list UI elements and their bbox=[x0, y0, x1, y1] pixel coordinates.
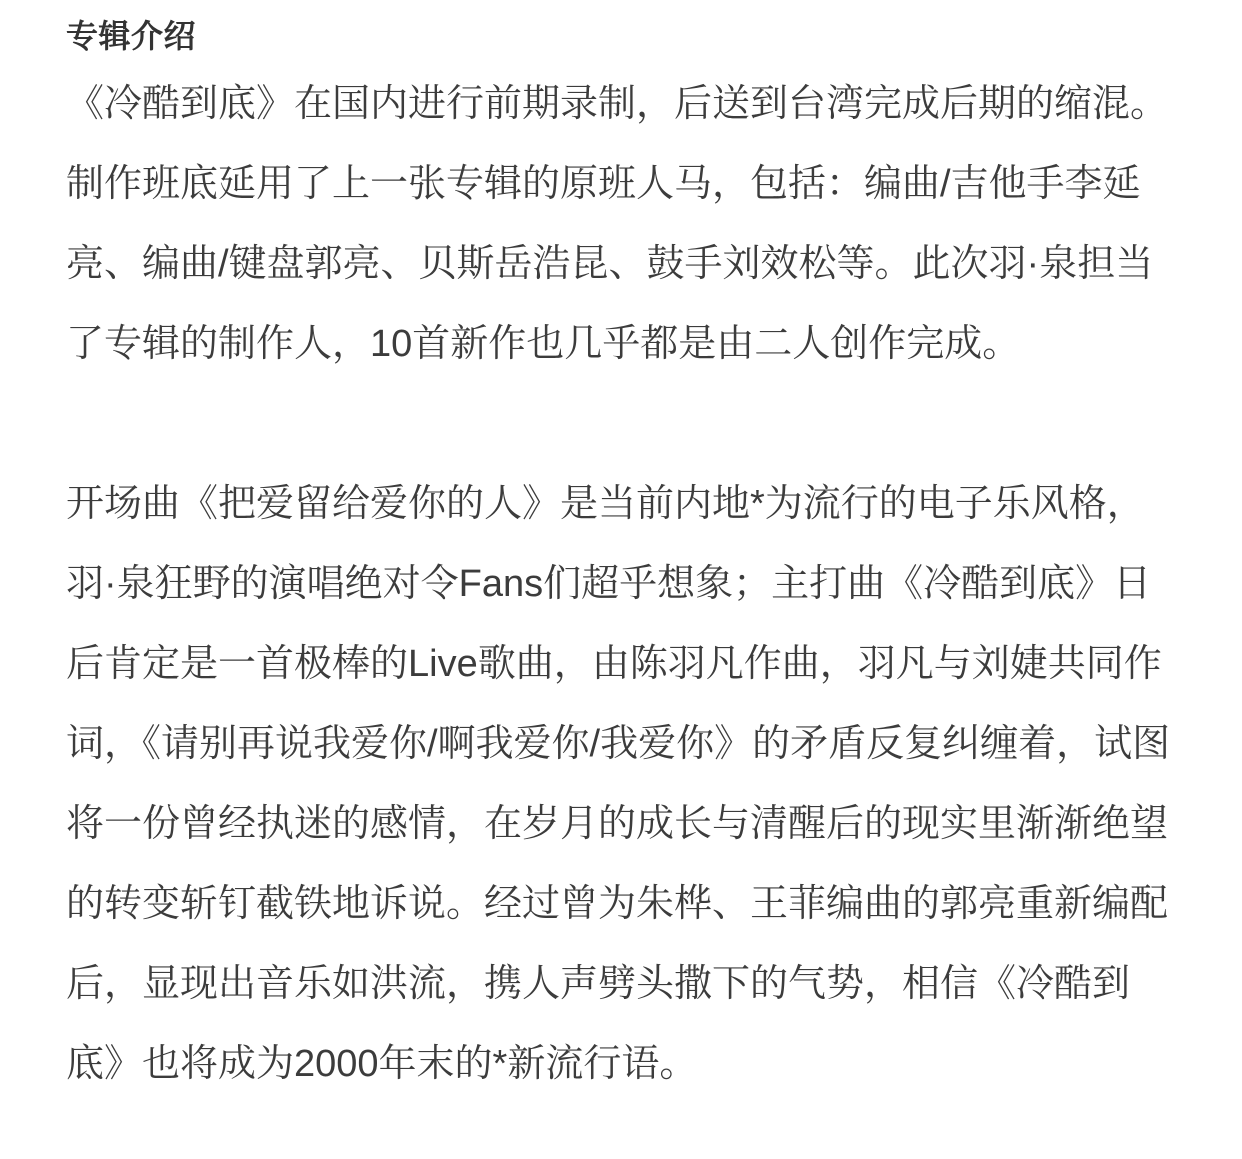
album-intro-paragraph-1: 《冷酷到底》在国内进行前期录制，后送到台湾完成后期的缩混。制作班底延用了上一张专辑的原班人马，包括：编曲/吉他手李延亮、编曲/键盘郭亮、贝斯岳浩昆、鼓手刘效松等。此次羽·泉担当了专辑的制作人，10首新作也几乎都是由二人创作完成。 bbox=[66, 83, 1169, 365]
album-intro-paragraph-2: 开场曲《把爱留给爱你的人》是当前内地*为流行的电子乐风格，羽·泉狂野的演唱绝对令Fans们超乎想象；主打曲《冷酷到底》日后肯定是一首极棒的Live歌曲，由陈羽凡作曲，羽凡与刘婕共同作词，《请别再说我爱你/啊我爱你/我爱你》的矛盾反复纠缠着，试图将一份曾经执迷的感情，在岁月的成长与清醒后的现实里渐渐绝望的转变斩钉截铁地诉说。经过曾为朱桦、王菲编曲的郭亮重新编配后，显现出音乐如洪流，携人声劈头撒下的气势，相信《冷酷到底》也将成为2000年末的*新流行语。 bbox=[66, 483, 1171, 1085]
section-title: 专辑介绍 bbox=[66, 18, 197, 54]
